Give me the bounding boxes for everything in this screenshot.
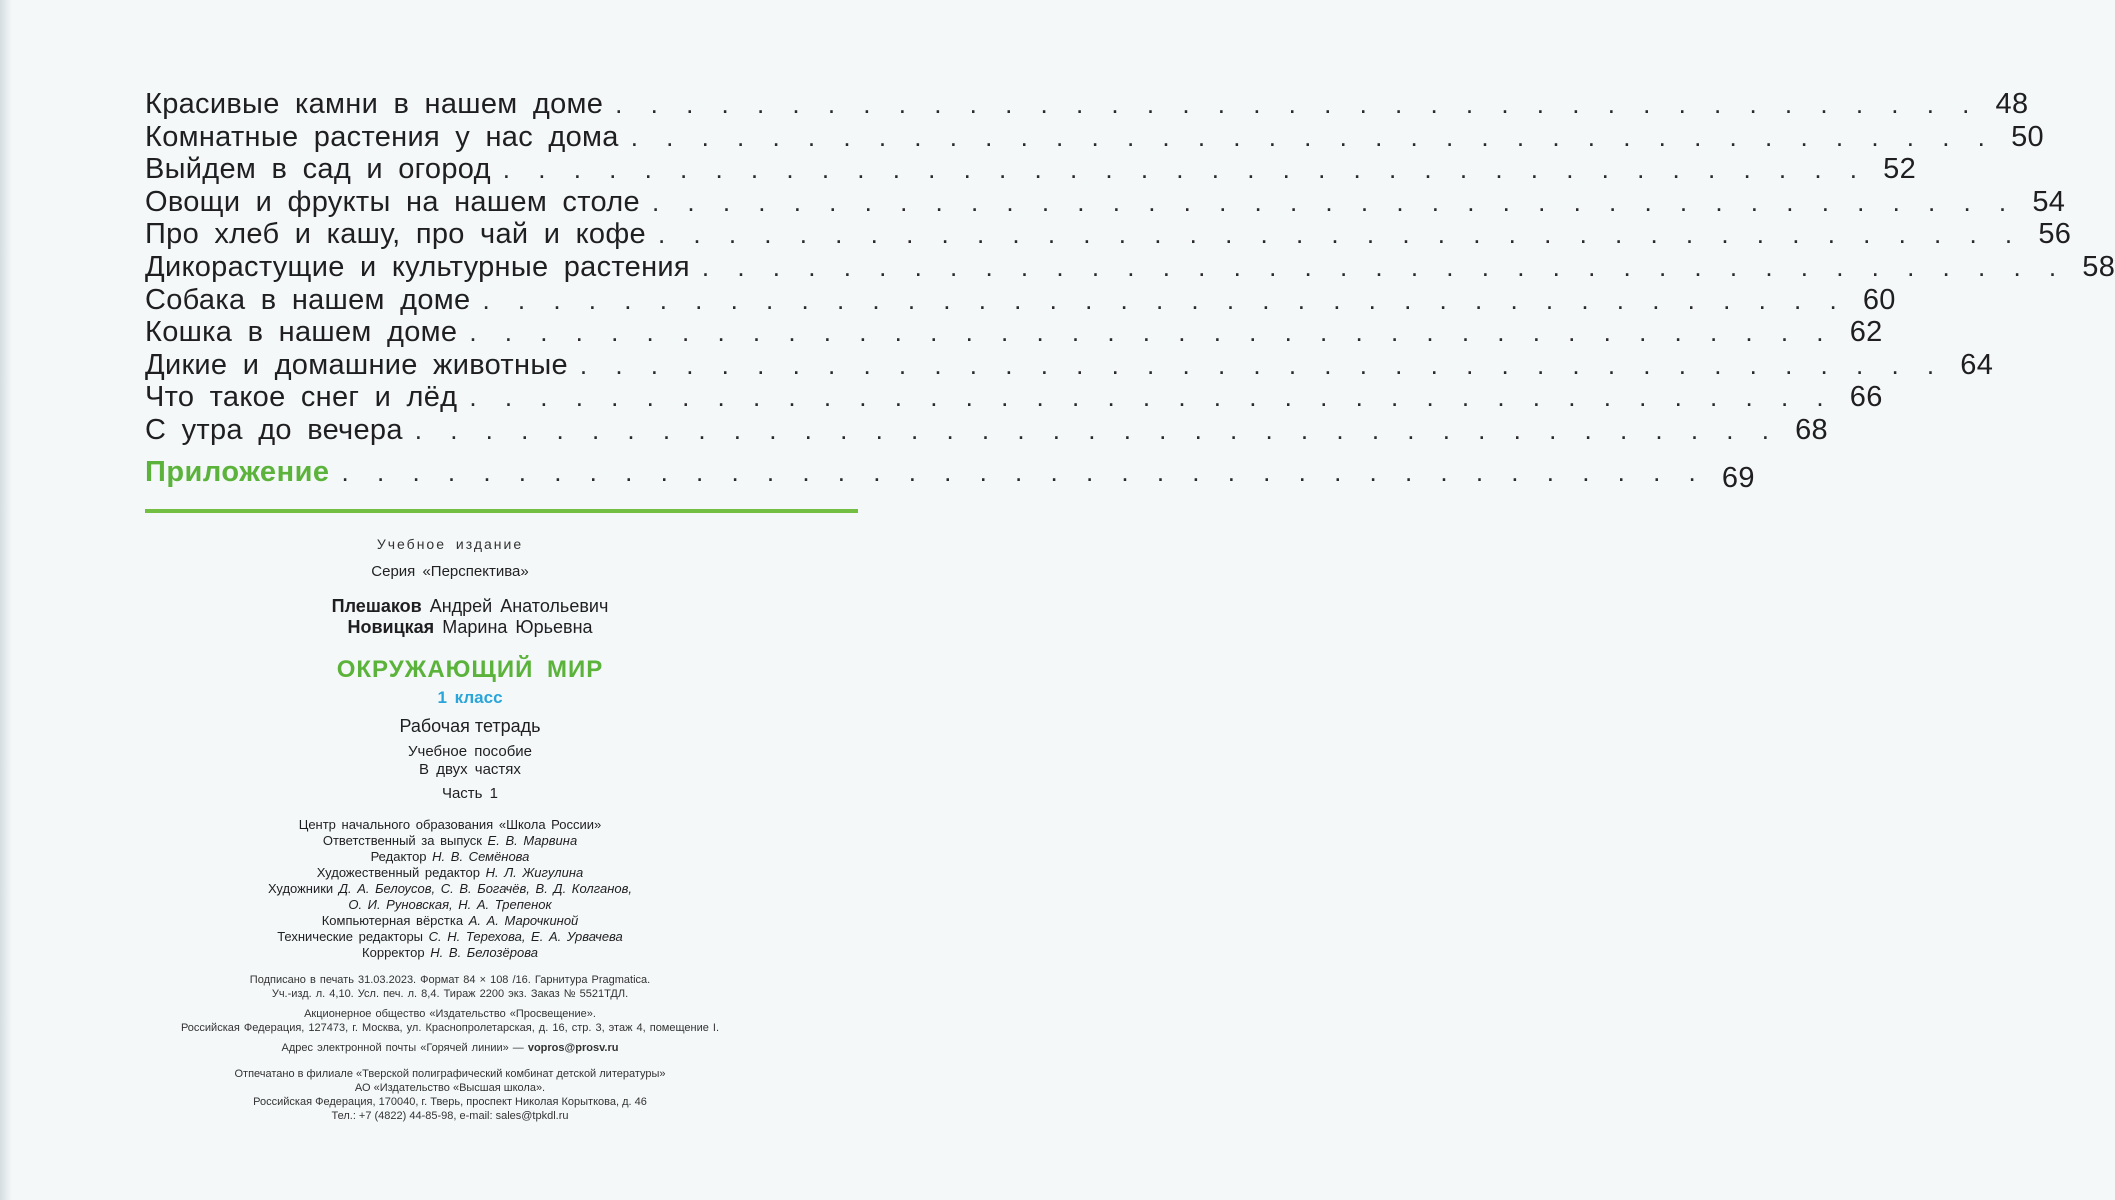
credit-line [0,865,900,881]
credit-line [0,929,900,945]
technical-info [0,973,900,1055]
toc-entry-title: Кошка в нашем доме [145,316,458,349]
credit-person: А. А. Марочкиной [468,913,579,928]
hotline-label: Адрес электронной почты «Горячей линии» — [281,1042,528,1054]
series-name: Серия «Перспектива» [371,563,529,580]
tech-line: Акционерное общество «Издательство «Просвещение». [304,1008,596,1020]
toc-leader-dots: . . . . . . . . . . . . . . . . . . . . . . . . . . . . . . . . . . . . . . . [657,219,2020,250]
author-2-surname: Новицкая [347,617,435,637]
section-divider [145,509,858,513]
toc-entry-title: Дикорастущие и культурные растения [145,250,690,283]
print-line: Российская Федерация, 170040, г. Тверь, проспект Николая Корыткова, д. 46 [253,1096,647,1108]
hotline-line [0,1041,900,1055]
toc-entry [145,185,2066,219]
edition-type: Учебное издание [376,536,524,552]
toc-entry [145,153,1917,186]
tech-line: Подписано в печать 31.03.2023. Формат 84 × 108 /16. Гарнитура Pragmatica. [249,974,651,986]
print-line: АО «Издательство «Высшая школа». [354,1082,546,1094]
print-line: Тел.: +7 (4822) 44-85-98, e-mail: sales@tpkdl.ru [331,1110,569,1122]
toc-leader-dots: . . . . . . . . . . . . . . . . . . . . . . . . . . . . . . . . . . . . . . . [701,251,2064,282]
author-2-name: Марина Юрьевна [442,617,593,637]
imprint-block [0,536,900,1123]
toc-leader-dots: . . . . . . . . . . . . . . . . . . . . . . . . . . . . . . . . . . . . . . . [615,89,1977,119]
credit-role: Редактор [370,849,427,864]
tech-line: Российская Федерация, 127473, г. Москва, ул. Краснопролетарская, д. 16, стр. 3, этаж 4, помещение I. [180,1022,720,1034]
credit-person: О. И. Руновская, Н. А. Трепенок [348,897,552,912]
toc-page-number: 58 [2082,250,2115,283]
book-kind: Рабочая тетрадь [399,716,541,736]
toc-entry-title: Комнатные растения у нас дома [145,120,619,153]
toc-entry [145,316,1883,349]
credits [0,817,900,961]
credit-line [0,817,900,833]
grade-label: 1 класс [437,688,503,707]
toc-page-number: 54 [2032,185,2066,218]
toc-entry-title: Про хлеб и кашу, про чай и кофе [145,218,646,251]
credit-line [0,945,900,961]
toc-leader-dots: . . . . . . . . . . . . . . . . . . . . . . . . . . . . . . . . . . . . . . . [414,414,1776,445]
toc-entry-title: Красивые камни в нашем доме [145,88,604,120]
toc-leader-dots: . . . . . . . . . . . . . . . . . . . . . . . . . . . . . . . . . . . . . . . [469,382,1831,413]
table-of-contents [145,88,2115,497]
print-line: Отпечатано в филиале «Тверской полиграфический комбинат детской литературы» [234,1068,666,1080]
toc-entry [145,283,1896,317]
toc-entry [145,250,2115,284]
toc-page-number: 60 [1862,283,1896,316]
credit-role: Художники [267,881,334,896]
toc-page-number: 62 [1849,316,1883,349]
toc-entry-title: Выйдем в сад и огород [145,153,491,186]
authors [40,596,900,638]
credit-line [0,881,900,897]
credit-line [0,833,900,849]
credit-person: Н. В. Семёнова [432,849,530,864]
part-label: Часть 1 [441,785,499,802]
toc-page-number: 56 [2038,218,2072,251]
toc-entry-title: Что такое снег и лёд [145,381,458,414]
toc-entry [145,413,1828,447]
hotline-email: vopros@prosv.ru [527,1042,619,1054]
credit-role: Ответственный за выпуск [322,833,482,848]
toc-entry [145,120,2044,154]
toc-leader-dots: . . . . . . . . . . . . . . . . . . . . . . . . . . . . . . . . . . . . . . . [502,154,1865,185]
credit-person: Н. В. Белозёрова [430,945,538,960]
manual-label: Учебное пособие [407,743,533,760]
credit-role: Центр начального образования «Школа России» [298,817,602,832]
toc-entry-title: Приложение [145,456,330,489]
credit-line [0,897,900,913]
toc-leader-dots: . . . . . . . . . . . . . . . . . . . . . . . . . . . . . . . . . . . . . . . [630,121,1992,152]
author-1-surname: Плешаков [331,596,422,616]
toc-entry-title: Дикие и домашние животные [145,348,568,381]
toc-leader-dots: . . . . . . . . . . . . . . . . . . . . . . . . . . . . . . . . . . . . . . . [579,349,1942,380]
toc-leader-dots: . . . . . . . . . . . . . . . . . . . . . . . . . . . . . . . . . . . . . . . [469,317,1831,348]
credit-role: Художественный редактор [316,865,480,880]
book-details [40,743,900,803]
toc-entry-appendix [145,449,1755,497]
credit-person: С. Н. Терехова, Е. А. Урвачева [428,929,623,944]
toc-entry [145,381,1883,414]
toc-page-number: 48 [1995,88,2029,120]
author-1 [40,596,900,617]
credit-role: Технические редакторы [277,929,424,944]
toc-page-number: 64 [1960,348,1994,381]
printing-info [0,1067,900,1123]
book-title: ОКРУЖАЮЩИЙ МИР [336,656,604,683]
credit-person: Е. В. Марвина [487,833,578,848]
toc-entry [145,218,2072,251]
credit-line [0,913,900,929]
toc-entry [145,88,2029,121]
toc-page-number: 66 [1849,381,1883,414]
toc-page-number: 52 [1883,153,1917,186]
toc-entry-title: Собака в нашем доме [145,283,471,316]
credit-role: Компьютерная вёрстка [321,913,464,928]
toc-page-number: 68 [1795,413,1828,446]
parts-label: В двух частях [419,761,521,778]
toc-page-number: 69 [1721,462,1755,495]
toc-leader-dots: . . . . . . . . . . . . . . . . . . . . . . . . . . . . . . . . . . . . . . . [482,284,1844,315]
toc-leader-dots: . . . . . . . . . . . . . . . . . . . . . . . . . . . . . . . . . . . . . . . [651,186,2014,217]
toc-leader-dots: . . . . . . . . . . . . . . . . . . . . . . . . . . . . . . . . . . . . . . . [341,457,1703,488]
credit-line [0,849,900,865]
author-1-name: Андрей Анатольевич [429,596,609,616]
credit-person: Н. Л. Жигулина [485,865,584,880]
tech-line: Уч.-изд. л. 4,10. Усл. печ. л. 8,4. Тираж 2200 экз. Заказ № 5521ТДЛ. [271,988,629,1000]
author-2 [40,617,900,638]
credit-role: Корректор [362,945,425,960]
toc-entry-title: Овощи и фрукты на нашем столе [145,185,640,218]
toc-entry [145,348,1994,382]
credit-person: Д. А. Белоусов, С. В. Богачёв, В. Д. Колганов, [338,881,633,896]
toc-page-number: 50 [2011,120,2044,153]
toc-entry-title: С утра до вечера [145,413,403,446]
